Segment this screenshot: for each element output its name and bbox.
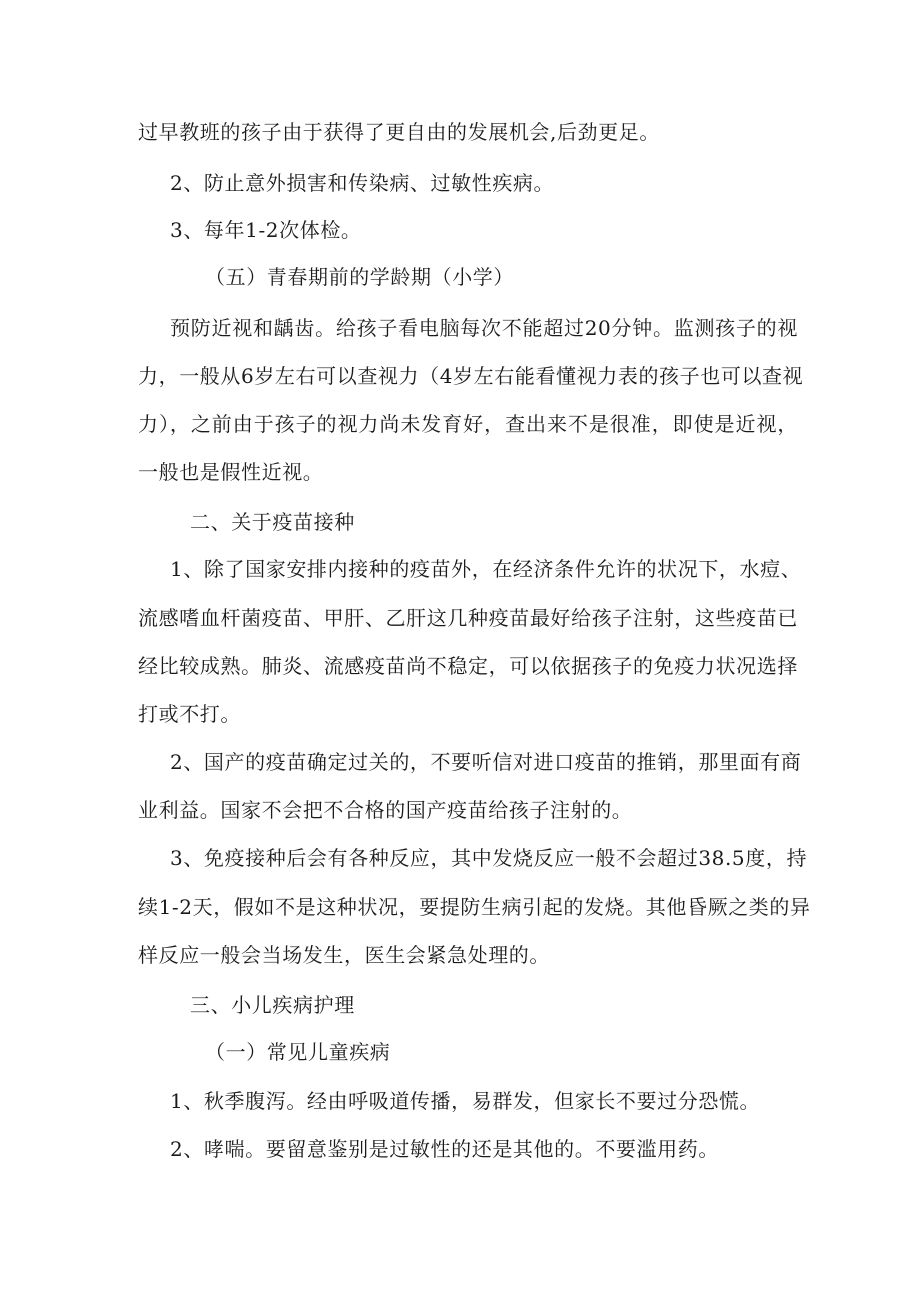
paragraph-line: 样反应一般会当场发生，医生会紧急处理的。 <box>138 943 550 967</box>
subsection-heading: （一）常见儿童疾病 <box>205 1040 391 1064</box>
list-item: 3、每年1-2次体检。 <box>170 218 362 242</box>
section-heading: 三、小儿疾病护理 <box>190 993 355 1017</box>
list-item: 2、国产的疫苗确定过关的，不要听信对进口疫苗的推销，那里面有商 <box>170 750 802 774</box>
paragraph-line: 力，一般从6岁左右可以查视力（4岁左右能看懂视力表的孩子也可以查视 <box>138 364 804 388</box>
paragraph-line: 续1-2天，假如不是这种状况，要提防生病引起的发烧。其他昏厥之类的异 <box>138 895 811 919</box>
list-item: 1、除了国家安排内接种的疫苗外，在经济条件允许的状况下，水痘、 <box>170 557 802 581</box>
section-heading: 二、关于疫苗接种 <box>190 510 355 534</box>
paragraph-line: 经比较成熟。肺炎、流感疫苗尚不稳定，可以依据孩子的免疫力状况选择 <box>138 654 798 678</box>
paragraph-line: 流感嗜血杆菌疫苗、甲肝、乙肝这几种疫苗最好给孩子注射，这些疫苗已 <box>138 606 798 630</box>
paragraph-line: 打或不打。 <box>138 702 241 726</box>
section-heading: （五）青春期前的学龄期（小学） <box>205 265 514 289</box>
list-item: 1、秋季腹泻。经由呼吸道传播，易群发，但家长不要过分恐慌。 <box>170 1089 761 1113</box>
list-item: 3、免疫接种后会有各种反应，其中发烧反应一般不会超过38.5度，持 <box>170 846 808 870</box>
list-item: 2、哮喘。要留意鉴别是过敏性的还是其他的。不要滥用药。 <box>170 1137 719 1161</box>
paragraph-line: 一般也是假性近视。 <box>138 460 324 484</box>
paragraph-line: 力），之前由于孩子的视力尚未发育好，查出来不是很准，即使是近视， <box>138 412 798 436</box>
paragraph-line: 业利益。国家不会把不合格的国产疫苗给孩子注射的。 <box>138 798 633 822</box>
paragraph-line: 预防近视和龋齿。给孩子看电脑每次不能超过20分钟。监测孩子的视 <box>170 316 798 340</box>
list-item: 2、防止意外损害和传染病、过敏性疾病。 <box>170 171 555 195</box>
paragraph-line: 过早教班的孩子由于获得了更自由的发展机会,后劲更足。 <box>138 120 660 144</box>
